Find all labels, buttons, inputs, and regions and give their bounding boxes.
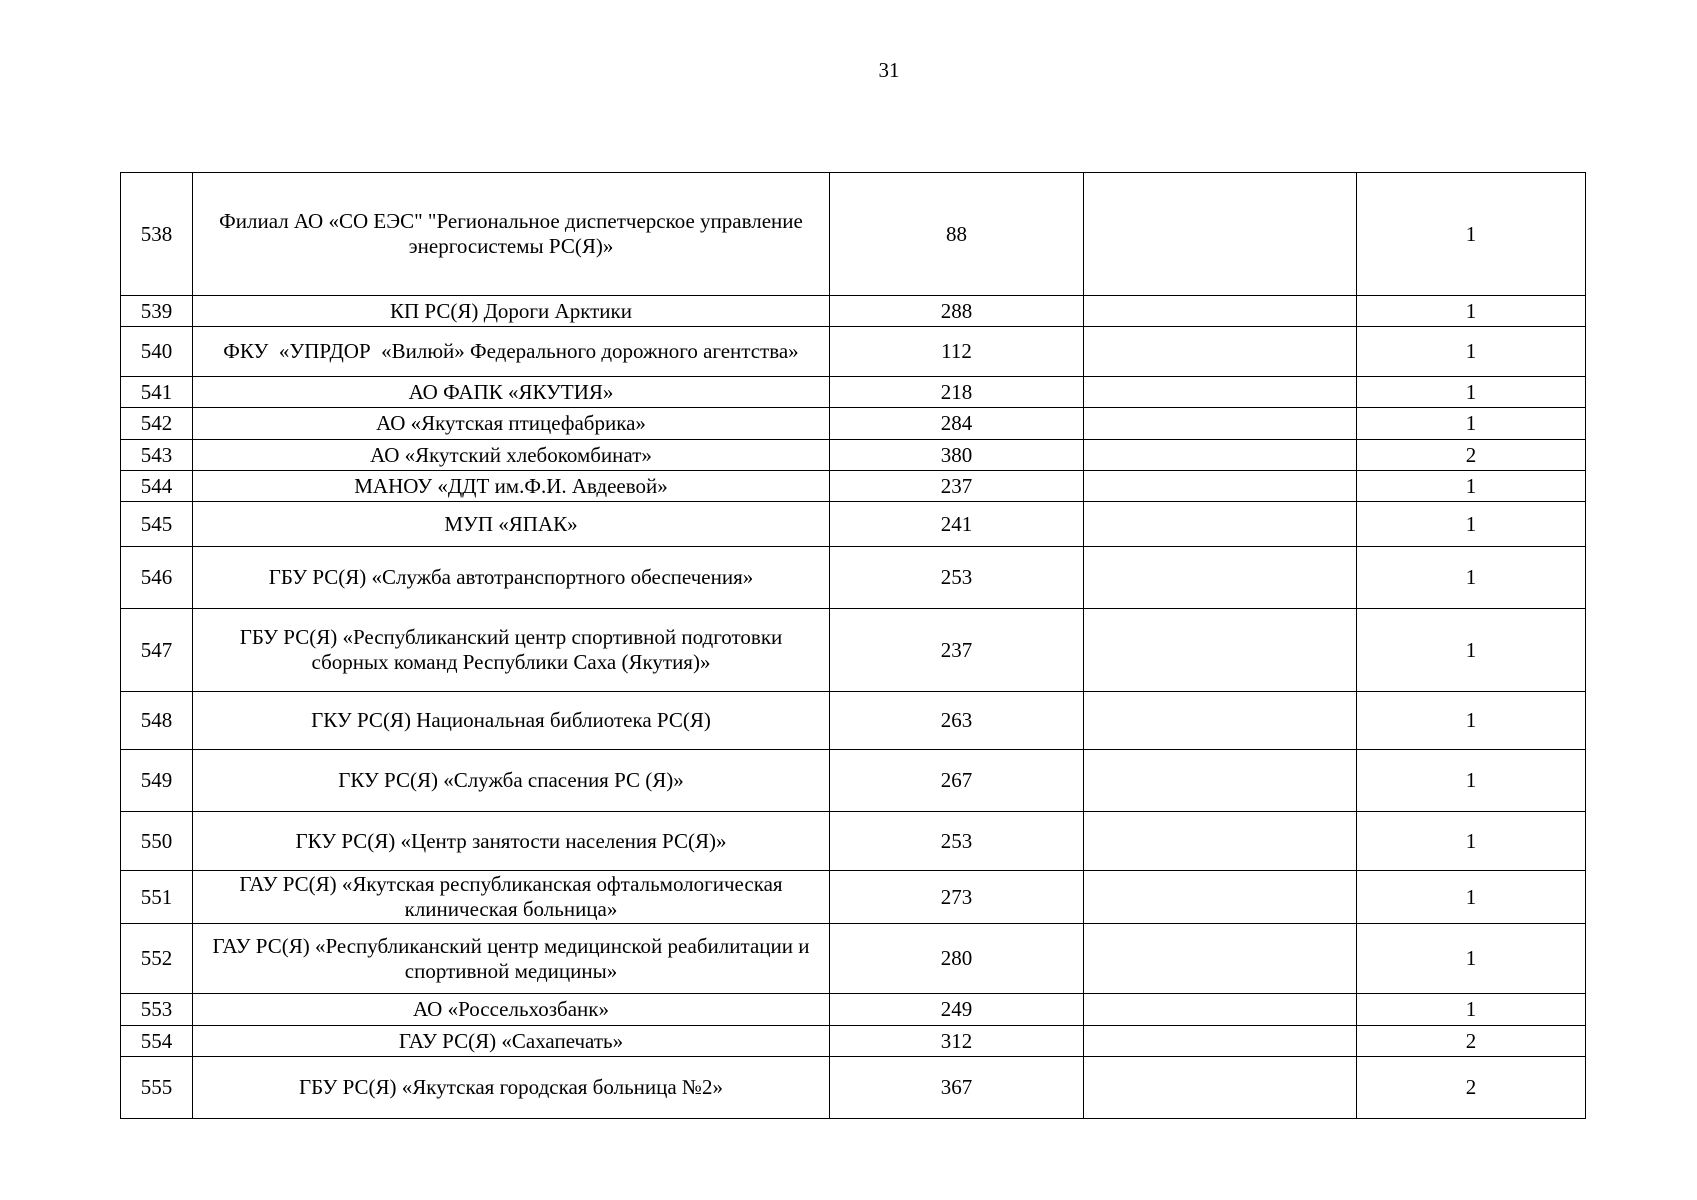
table-row [121, 173, 1586, 296]
count-cell: 1 [1357, 408, 1586, 440]
table-row [121, 871, 1586, 924]
row-number-cell: 555 [121, 1057, 193, 1119]
row-number-cell: 541 [121, 377, 193, 408]
value-cell: 88 [830, 173, 1084, 296]
table-row [121, 750, 1586, 812]
row-number-cell: 540 [121, 327, 193, 377]
count-cell: 1 [1357, 296, 1586, 327]
value-cell: 112 [830, 327, 1084, 377]
value-cell: 253 [830, 812, 1084, 871]
table-row [121, 609, 1586, 692]
empty-cell [1084, 471, 1357, 502]
empty-cell [1084, 871, 1357, 924]
table-row [121, 440, 1586, 471]
empty-cell [1084, 1026, 1357, 1057]
organization-name-cell: ГБУ РС(Я) «Якутская городская больница №2» [193, 1057, 830, 1119]
table-row [121, 812, 1586, 871]
row-number-cell: 544 [121, 471, 193, 502]
organization-name-cell: ГБУ РС(Я) «Служба автотранспортного обеспечения» [193, 547, 830, 609]
value-cell: 241 [830, 502, 1084, 547]
organization-name-cell: ГКУ РС(Я) Национальная библиотека РС(Я) [193, 692, 830, 750]
row-number-cell: 546 [121, 547, 193, 609]
organization-name-cell: ГАУ РС(Я) «Якутская республиканская офтальмологическая клиническая больница» [193, 871, 830, 924]
count-cell: 2 [1357, 440, 1586, 471]
table-row [121, 502, 1586, 547]
row-number-cell: 553 [121, 994, 193, 1026]
organization-name-cell: МАНОУ «ДДТ им.Ф.И. Авдеевой» [193, 471, 830, 502]
count-cell: 1 [1357, 750, 1586, 812]
value-cell: 280 [830, 924, 1084, 994]
row-number-cell: 550 [121, 812, 193, 871]
empty-cell [1084, 1057, 1357, 1119]
row-number-cell: 547 [121, 609, 193, 692]
value-cell: 237 [830, 609, 1084, 692]
organization-name-cell: АО «Якутская птицефабрика» [193, 408, 830, 440]
row-number-cell: 539 [121, 296, 193, 327]
page-number: 31 [878, 58, 900, 82]
organization-name-cell: ГКУ РС(Я) «Центр занятости населения РС(Я)» [193, 812, 830, 871]
empty-cell [1084, 812, 1357, 871]
data-table [120, 172, 1586, 1119]
value-cell: 367 [830, 1057, 1084, 1119]
value-cell: 380 [830, 440, 1084, 471]
empty-cell [1084, 609, 1357, 692]
table-row [121, 1057, 1586, 1119]
row-number-cell: 552 [121, 924, 193, 994]
row-number-cell: 554 [121, 1026, 193, 1057]
organization-name-cell: ГАУ РС(Я) «Республиканский центр медицинской реабилитации и спортивной медицины» [193, 924, 830, 994]
organization-name-cell: ГКУ РС(Я) «Служба спасения РС (Я)» [193, 750, 830, 812]
empty-cell [1084, 502, 1357, 547]
count-cell: 1 [1357, 692, 1586, 750]
row-number-cell: 549 [121, 750, 193, 812]
count-cell: 1 [1357, 471, 1586, 502]
empty-cell [1084, 173, 1357, 296]
organization-name-cell: МУП «ЯПАК» [193, 502, 830, 547]
organization-name-cell: ФКУ «УПРДОР «Вилюй» Федерального дорожного агентства» [193, 327, 830, 377]
empty-cell [1084, 994, 1357, 1026]
row-number-cell: 542 [121, 408, 193, 440]
table-row [121, 377, 1586, 408]
organization-name-cell: АО ФАПК «ЯКУТИЯ» [193, 377, 830, 408]
empty-cell [1084, 440, 1357, 471]
table-row [121, 1026, 1586, 1057]
value-cell: 288 [830, 296, 1084, 327]
row-number-cell: 548 [121, 692, 193, 750]
empty-cell [1084, 924, 1357, 994]
empty-cell [1084, 408, 1357, 440]
organization-name-cell: ГБУ РС(Я) «Республиканский центр спортивной подготовки сборных команд Республики Саха (Якутия)» [193, 609, 830, 692]
row-number-cell: 543 [121, 440, 193, 471]
value-cell: 249 [830, 994, 1084, 1026]
count-cell: 2 [1357, 1026, 1586, 1057]
count-cell: 1 [1357, 547, 1586, 609]
organization-name-cell: Филиал АО «СО ЕЭС" "Региональное диспетчерское управление энергосистемы РС(Я)» [193, 173, 830, 296]
table-row [121, 327, 1586, 377]
empty-cell [1084, 327, 1357, 377]
value-cell: 253 [830, 547, 1084, 609]
count-cell: 1 [1357, 924, 1586, 994]
count-cell: 1 [1357, 502, 1586, 547]
row-number-cell: 551 [121, 871, 193, 924]
value-cell: 267 [830, 750, 1084, 812]
count-cell: 1 [1357, 609, 1586, 692]
value-cell: 218 [830, 377, 1084, 408]
value-cell: 237 [830, 471, 1084, 502]
count-cell: 1 [1357, 812, 1586, 871]
table-row [121, 994, 1586, 1026]
empty-cell [1084, 692, 1357, 750]
count-cell: 1 [1357, 327, 1586, 377]
count-cell: 2 [1357, 1057, 1586, 1119]
table-row [121, 924, 1586, 994]
organization-name-cell: КП РС(Я) Дороги Арктики [193, 296, 830, 327]
table-row [121, 547, 1586, 609]
table-row [121, 471, 1586, 502]
row-number-cell: 538 [121, 173, 193, 296]
value-cell: 263 [830, 692, 1084, 750]
table-row [121, 408, 1586, 440]
empty-cell [1084, 547, 1357, 609]
table-row [121, 296, 1586, 327]
count-cell: 1 [1357, 994, 1586, 1026]
count-cell: 1 [1357, 871, 1586, 924]
value-cell: 273 [830, 871, 1084, 924]
organization-name-cell: АО «Якутский хлебокомбинат» [193, 440, 830, 471]
empty-cell [1084, 750, 1357, 812]
table-row [121, 692, 1586, 750]
empty-cell [1084, 377, 1357, 408]
count-cell: 1 [1357, 173, 1586, 296]
organization-name-cell: АО «Россельхозбанк» [193, 994, 830, 1026]
value-cell: 312 [830, 1026, 1084, 1057]
empty-cell [1084, 296, 1357, 327]
value-cell: 284 [830, 408, 1084, 440]
count-cell: 1 [1357, 377, 1586, 408]
organization-name-cell: ГАУ РС(Я) «Сахапечать» [193, 1026, 830, 1057]
row-number-cell: 545 [121, 502, 193, 547]
